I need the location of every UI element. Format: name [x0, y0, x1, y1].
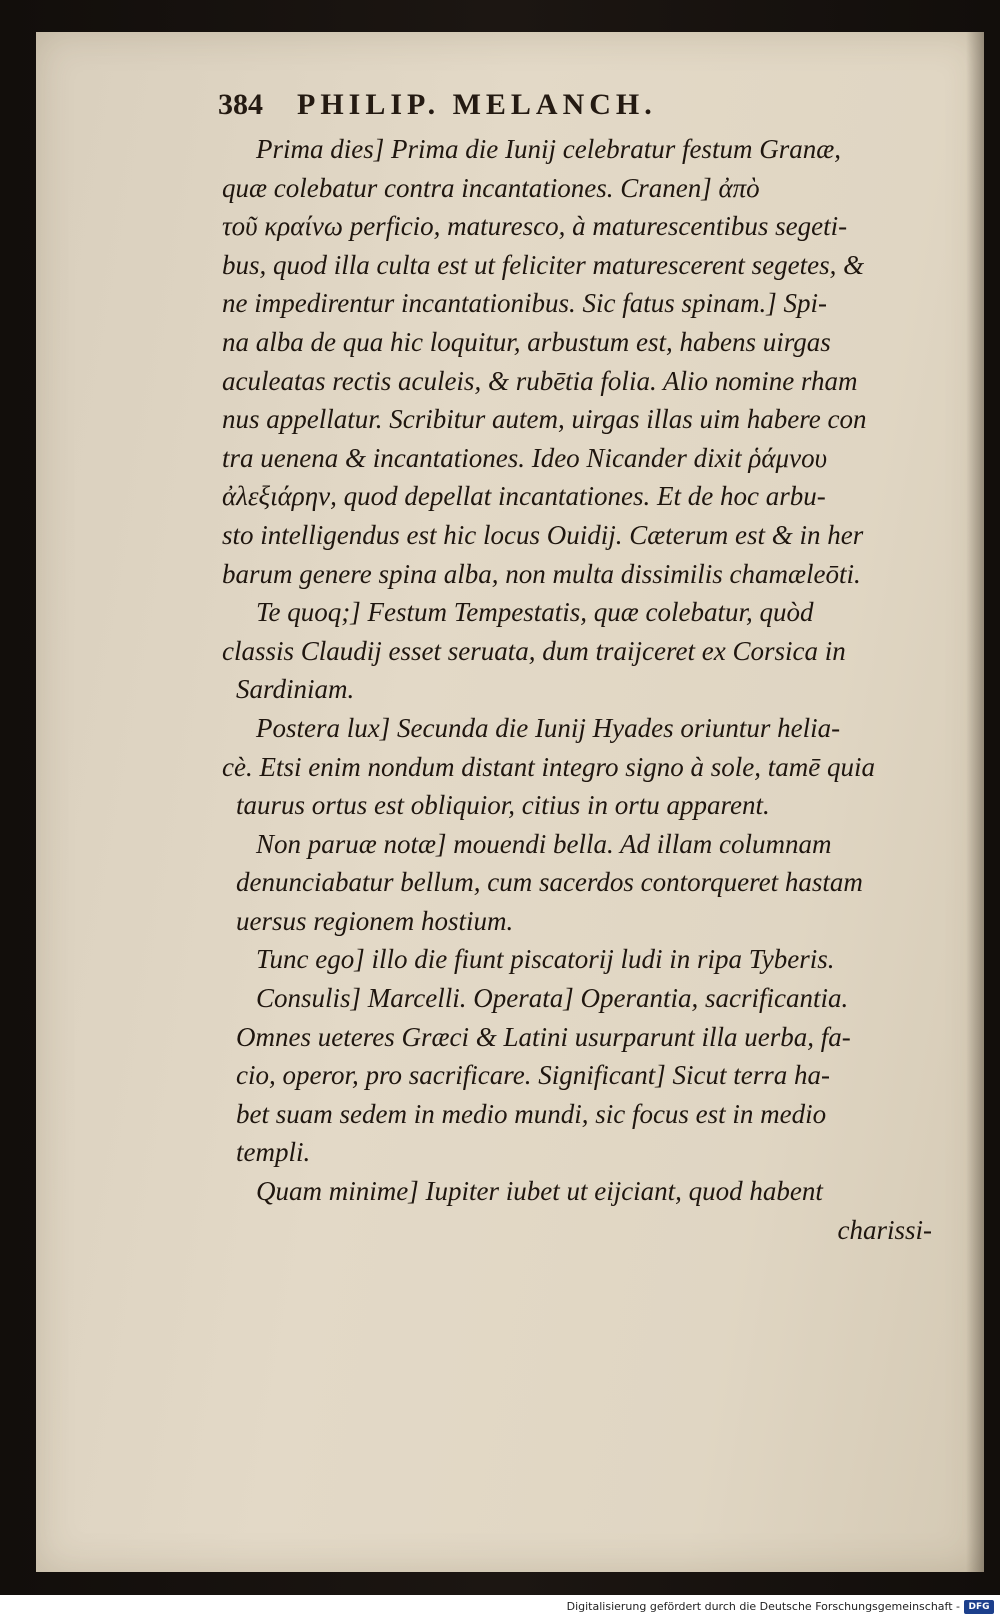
- text-line: cè. Etsi enim nondum distant integro signo à sole, tamē quia: [222, 751, 875, 782]
- text-line: denunciabatur bellum, cum sacerdos contorqueret hastam: [236, 867, 863, 898]
- text-line: taurus ortus est obliquior, citius in ortu apparent.: [236, 790, 770, 821]
- running-title: PHILIP. MELANCH.: [297, 88, 657, 121]
- text-line: ἀλεξιάρην, quod depellat incantationes. Et de hoc arbu-: [222, 481, 826, 512]
- page-number: 384: [218, 88, 263, 121]
- funding-credit: Digitalisierung gefördert durch die Deutsche Forschungsgemeinschaft -: [566, 1600, 960, 1613]
- text-line: Non paruæ notæ] mouendi bella. Ad illam columnam: [256, 828, 832, 859]
- text-line: Postera lux] Secunda die Iunij Hyades oriuntur helia-: [256, 712, 841, 743]
- text-line: bus, quod illa culta est ut feliciter maturescerent segetes, &: [222, 249, 865, 280]
- running-header: [218, 88, 818, 122]
- text-line: τοῦ κραίνω perficio, maturesco, à maturescentibus segeti-: [222, 211, 848, 242]
- text-line: Prima dies] Prima die Iunij celebratur festum Granæ,: [256, 134, 841, 164]
- text-line: Tunc ego] illo die fiunt piscatorij ludi in ripa Tyberis.: [256, 944, 835, 975]
- text-line: Te quoq;] Festum Tempestatis, quæ colebatur, quòd: [256, 597, 814, 628]
- text-line: uersus regionem hostium.: [236, 905, 514, 936]
- text-line: bet suam sedem in medio mundi, sic focus est in medio: [236, 1098, 827, 1129]
- digitization-footer: [0, 1595, 1000, 1620]
- text-line: classis Claudij esset seruata, dum traijceret ex Corsica in: [222, 635, 846, 666]
- text-line: Quam minime] Iupiter iubet ut eijciant, quod habent: [256, 1176, 823, 1207]
- text-line: charissi-: [837, 1214, 932, 1245]
- text-line: aculeatas rectis aculeis, & rubētia folia. Alio nomine rham: [222, 365, 858, 396]
- text-line: quæ colebatur contra incantationes. Cranen] ἀπὸ: [222, 172, 760, 203]
- text-line: cio, operor, pro sacrificare. Significant] Sicut terra ha-: [236, 1060, 830, 1091]
- commentary-text: [222, 130, 932, 1249]
- text-line: Sardiniam.: [236, 674, 355, 705]
- text-line: tra uenena & incantationes. Ideo Nicander dixit ῥάμνου: [222, 442, 827, 473]
- dfg-logo: DFG: [964, 1600, 994, 1614]
- text-line: ne impedirentur incantationibus. Sic fatus spinam.] Spi-: [222, 288, 827, 319]
- text-line: templi.: [236, 1137, 311, 1168]
- page-edge-shadow: [966, 32, 984, 1572]
- text-line: sto intelligendus est hic locus Ouidij. Cæterum est & in her: [222, 519, 864, 550]
- text-line: na alba de qua hic loquitur, arbustum est, habens uirgas: [222, 326, 831, 357]
- text-line: Omnes ueteres Græci & Latini usurparunt illa uerba, fa-: [236, 1021, 851, 1052]
- text-line: barum genere spina alba, non multa dissimilis chamæleōti.: [222, 558, 861, 589]
- text-line: nus appellatur. Scribitur autem, uirgas illas uim habere con: [222, 404, 867, 435]
- text-line: Consulis] Marcelli. Operata] Operantia, sacrificantia.: [256, 983, 849, 1014]
